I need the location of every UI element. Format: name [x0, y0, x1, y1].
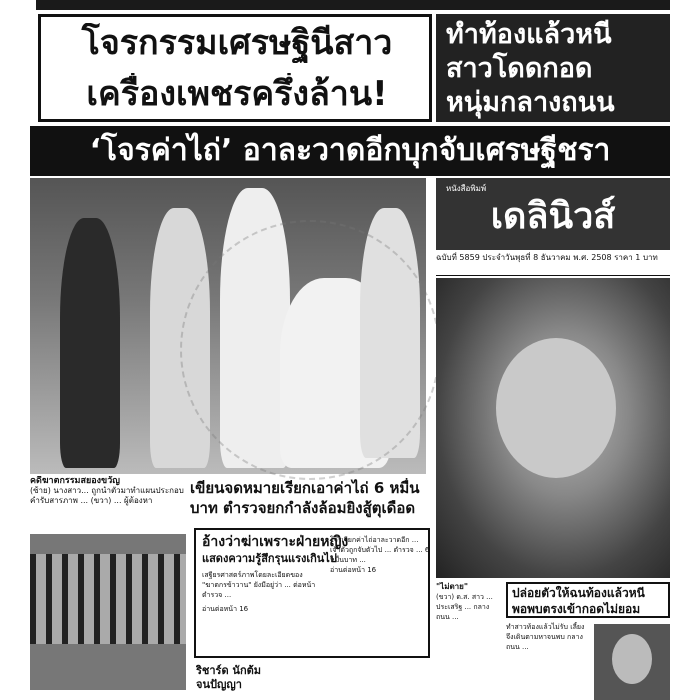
boxed-story-continued: อ่านต่อหน้า 16: [202, 605, 249, 613]
man-portrait-photo: [594, 624, 670, 700]
photo-caption-title: คดีฆาตกรรมสยองขวัญ: [30, 476, 120, 486]
photo-caption: [30, 476, 190, 516]
banner-headline: ‘โจรค่าไถ่’ อาละวาดอีกบุกจับเศรษฐีชรา: [30, 126, 670, 176]
right-photo-caption-title: "ไม่ตาย": [436, 582, 469, 591]
side-column-body: โจรเรียกค่าไถ่อาละวาดอีก ... เจ้าตัวถูกจับตัวไป ... ตำรวจ ... 6 หมื่นบาท ...: [330, 536, 430, 564]
masthead-name: เดลินิวส์: [490, 196, 616, 237]
boxed-story-headline: อ้างว่าฆ่าเพราะฝ่ายหญิง: [202, 534, 349, 550]
masthead-small: หนังสือพิมพ์: [446, 184, 487, 193]
masthead: [436, 178, 670, 250]
right-photo-caption-body: (ขวา) ด.ส. สาว ... ประเสริฐ ... กลางถนน ...: [436, 593, 493, 621]
jail-photo: [30, 534, 186, 690]
right-story-body: ทำสาวท้องแล้วไม่รับ เลี้ยงจึงเดินตามหาจนพบ กลางถนน ...: [506, 623, 585, 651]
side-column-continued: อ่านต่อหน้า 16: [330, 566, 377, 574]
right-photo-caption: [436, 582, 502, 700]
ransom-story-headline: เขียนจดหมายเรียกเอาค่าไถ่ 6 หมื่นบาท ตำรวจยกกำลังล้อมยิงสู้ตุเดือด: [190, 479, 420, 517]
watermark-seal: [180, 220, 440, 480]
dateline: ฉบับที่ 5859 ประจำวันพุธที่ 8 ธันวาคม พ.ศ. 2508 ราคา 1 บาท: [436, 252, 670, 276]
main-headline-line1: โจรกรรมเศรษฐินีสาว: [81, 23, 393, 63]
jail-bars: [30, 554, 186, 644]
right-headline: ทำท้องแล้วหนี สาวโดดกอด หนุ่มกลางถนน: [436, 14, 670, 122]
right-story-headline: ปล่อยตัวให้ฉนท้องแล้วหนี พอพบตรงเข้ากอดไม่ยอม: [506, 582, 670, 618]
boxed-story-body: เสฐียรศาสตร์ภาพโดยละเอียดของ "ฆาตกรข้าวาน" ยังมีอยู่ว่า ... ต่อหน้าตำรวจ ...: [202, 571, 316, 599]
main-headline-box: [38, 14, 432, 122]
top-rule: [36, 0, 670, 10]
main-headline-line2: เครื่องเพชรครึ่งล้าน!: [86, 74, 388, 114]
side-column: [330, 535, 430, 653]
photo-caption-body: (ซ้าย) นางสาว... ถูกนำตัวมาทำแผนประกอบคำรับสารภาพ ... (ขวา) ... ผู้ต้องหา: [30, 486, 184, 505]
woman-portrait-photo: [436, 278, 670, 578]
bottom-left-caption: ริชาร์ด นักต้ม จนปัญญา: [196, 664, 262, 691]
boxed-story-subhead: แสดงความรู้สึกรุนแรงเกินไป: [202, 552, 337, 565]
